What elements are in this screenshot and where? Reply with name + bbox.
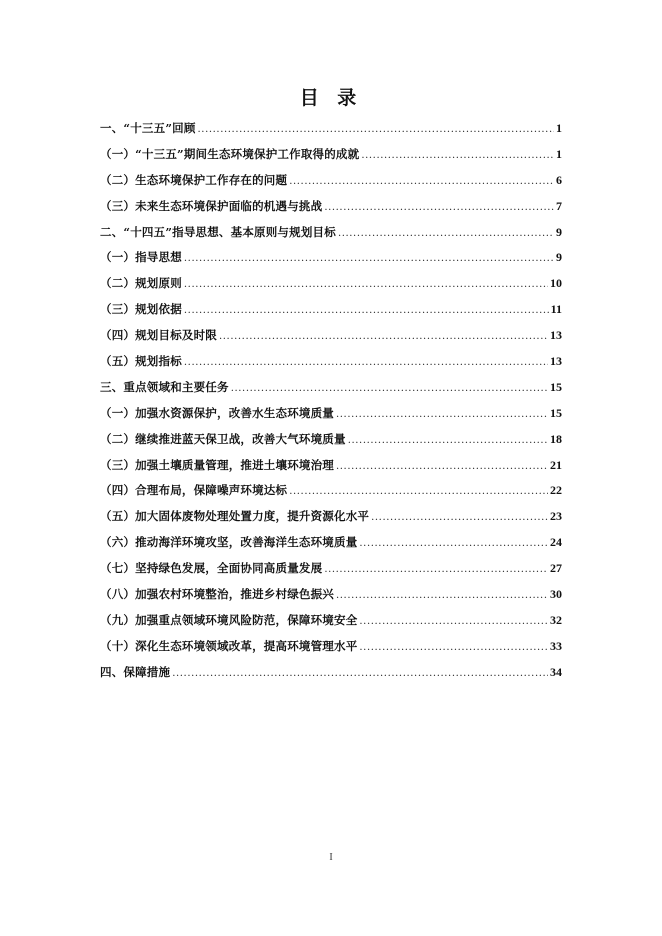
toc-page-number: 34 xyxy=(550,664,562,679)
toc-page-number: 15 xyxy=(550,379,562,394)
toc-page-number: 7 xyxy=(556,198,562,213)
toc-entry[interactable] xyxy=(100,427,562,453)
toc-dot-leader xyxy=(289,169,554,195)
toc-dot-leader xyxy=(184,298,549,324)
toc-dot-leader xyxy=(359,531,548,557)
toc-page-number: 9 xyxy=(556,224,562,239)
toc-entry-title: 三、重点领域和主要任务 xyxy=(100,379,229,394)
toc-page-number: 22 xyxy=(550,483,562,498)
toc-entry-title: （三）加强土壤质量管理，推进土壤环境治理 xyxy=(100,457,334,472)
toc-entry[interactable] xyxy=(100,556,562,582)
toc-page-number: 23 xyxy=(550,509,562,524)
toc-page-number: 9 xyxy=(556,250,562,265)
toc-entry-title: （六）推动海洋环境攻坚，改善海洋生态环境质量 xyxy=(100,535,358,550)
toc-dot-leader xyxy=(289,479,548,505)
toc-page-number: 18 xyxy=(550,431,562,446)
toc-entry-title: （三）规划依据 xyxy=(100,302,182,317)
toc-entry-title: （五）加大固体废物处理处置力度，提升资源化水平 xyxy=(100,509,370,524)
toc-page-number: 24 xyxy=(550,535,562,550)
toc-dot-leader xyxy=(184,350,548,376)
toc-dot-leader xyxy=(172,661,548,687)
toc-entry[interactable] xyxy=(100,142,562,168)
toc-dot-leader xyxy=(231,376,548,402)
toc-dot-leader xyxy=(359,609,548,635)
toc-entry-title: 二、“十四五”指导思想、基本原则与规划目标 xyxy=(100,224,336,239)
page-title: 目 录 xyxy=(299,87,363,109)
toc-dot-leader xyxy=(324,557,548,583)
toc-dot-leader xyxy=(348,428,548,454)
toc-entry-title: （二）继续推进蓝天保卫战，改善大气环境质量 xyxy=(100,431,346,446)
toc-entry[interactable] xyxy=(100,349,562,375)
toc-entry-title: （五）规划指标 xyxy=(100,354,182,369)
toc-entry-title: （十）深化生态环境领域改革，提高环境管理水平 xyxy=(100,638,358,653)
toc-entry-title: （四）规划目标及时限 xyxy=(100,328,217,343)
toc-dot-leader xyxy=(336,583,548,609)
toc-page-number: 27 xyxy=(550,561,562,576)
toc-page-number: 10 xyxy=(550,276,562,291)
toc-dot-leader xyxy=(184,246,554,272)
toc-entry-title: （一）加强水资源保护，改善水生态环境质量 xyxy=(100,405,334,420)
table-of-contents xyxy=(100,116,562,686)
toc-page-number: 11 xyxy=(550,302,562,317)
toc-page-number: 21 xyxy=(550,457,562,472)
toc-entry-title: （三）未来生态环境保护面临的机遇与挑战 xyxy=(100,198,323,213)
toc-dot-leader xyxy=(361,143,554,169)
toc-entry[interactable] xyxy=(100,608,562,634)
toc-entry[interactable] xyxy=(100,245,562,271)
toc-entry-title: （四）合理布局，保障噪声环境达标 xyxy=(100,483,288,498)
toc-entry[interactable] xyxy=(100,116,562,142)
toc-entry[interactable] xyxy=(100,297,562,323)
toc-entry[interactable] xyxy=(100,194,562,220)
toc-entry-title: （九）加强重点领域环境风险防范，保障环境安全 xyxy=(100,612,358,627)
toc-entry-title: （一）指导思想 xyxy=(100,250,182,265)
toc-entry-title: 四、保障措施 xyxy=(100,664,171,679)
toc-dot-leader xyxy=(338,221,554,247)
toc-dot-leader xyxy=(336,454,548,480)
toc-page-number: 1 xyxy=(556,121,562,135)
toc-entry[interactable] xyxy=(100,323,562,349)
toc-page-number: 30 xyxy=(550,587,562,602)
toc-entry[interactable] xyxy=(100,375,562,401)
toc-entry[interactable] xyxy=(100,453,562,479)
toc-dot-leader xyxy=(198,117,554,143)
toc-page-number: 6 xyxy=(556,172,562,187)
toc-entry[interactable] xyxy=(100,634,562,660)
toc-page-number: 13 xyxy=(550,354,562,369)
toc-page-number: 13 xyxy=(550,328,562,343)
toc-entry[interactable] xyxy=(100,401,562,427)
toc-entry[interactable] xyxy=(100,582,562,608)
toc-page-number: 15 xyxy=(550,405,562,420)
toc-entry-title: 一、“十三五”回顾 xyxy=(100,121,196,135)
toc-page-number: 33 xyxy=(550,638,562,653)
toc-entry[interactable] xyxy=(100,530,562,556)
toc-page-number: 32 xyxy=(550,612,562,627)
toc-entry[interactable] xyxy=(100,504,562,530)
toc-entry-title: （一）“十三五”期间生态环境保护工作取得的成就 xyxy=(100,146,360,161)
toc-dot-leader xyxy=(371,505,548,531)
toc-page-number: 1 xyxy=(556,146,562,161)
toc-entry[interactable] xyxy=(100,220,562,246)
toc-dot-leader xyxy=(324,195,554,221)
toc-entry[interactable] xyxy=(100,478,562,504)
toc-entry[interactable] xyxy=(100,271,562,297)
toc-dot-leader xyxy=(359,635,548,661)
toc-dot-leader xyxy=(184,272,548,298)
toc-dot-leader xyxy=(336,402,548,428)
toc-dot-leader xyxy=(219,324,548,350)
toc-entry-title: （八）加强农村环境整治，推进乡村绿色振兴 xyxy=(100,587,334,602)
toc-entry-title: （二）规划原则 xyxy=(100,276,182,291)
page-number-footer: I xyxy=(329,852,333,863)
toc-entry-title: （二）生态环境保护工作存在的问题 xyxy=(100,172,288,187)
toc-entry[interactable] xyxy=(100,660,562,686)
toc-entry[interactable] xyxy=(100,168,562,194)
toc-entry-title: （七）坚持绿色发展，全面协同高质量发展 xyxy=(100,561,323,576)
